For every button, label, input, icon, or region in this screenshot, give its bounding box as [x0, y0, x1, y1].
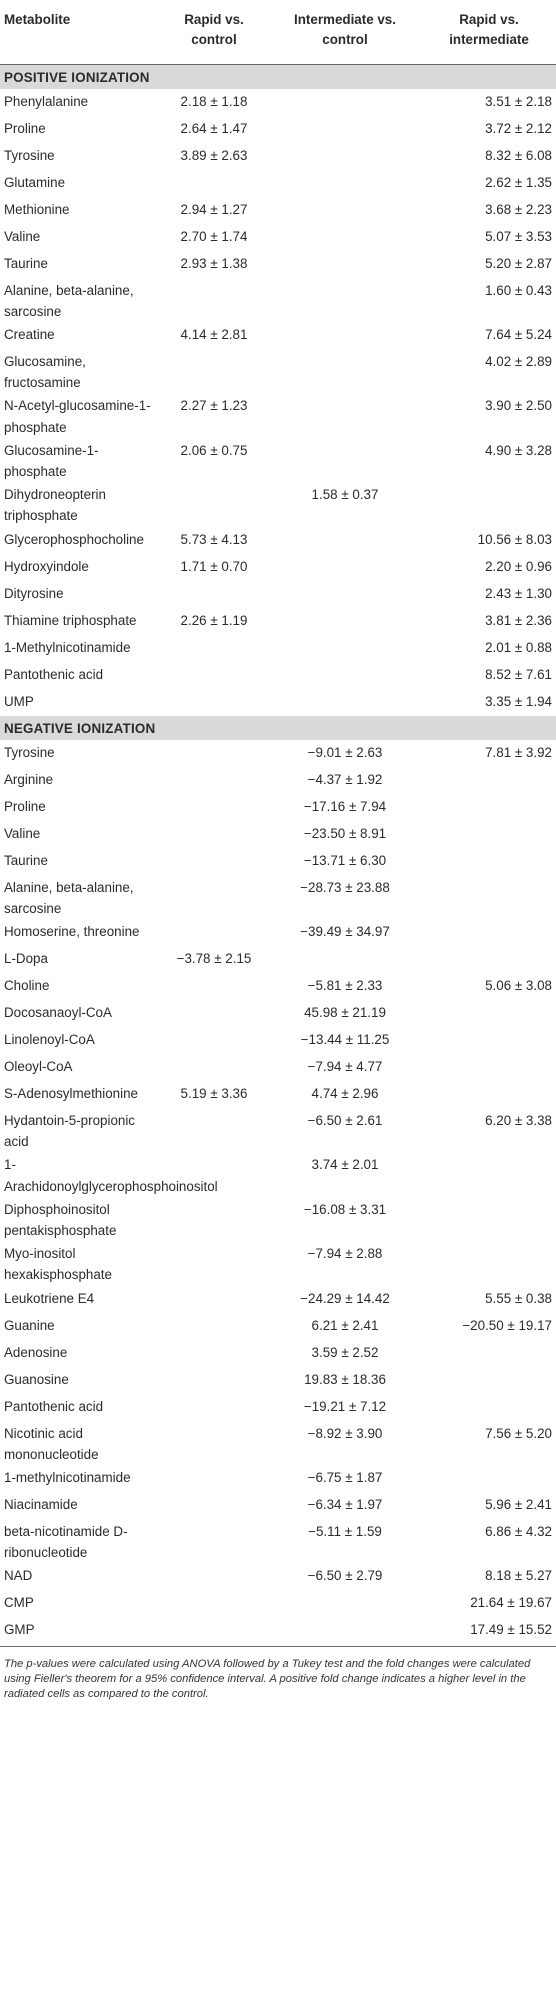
metabolite-name: 1-Arachidonoylglycerophosphoinositol — [4, 1157, 218, 1194]
rapid-vs-control-value: 1.71 ± 0.70 — [180, 558, 248, 574]
rapid-vs-control-value — [160, 973, 268, 1000]
intermediate-vs-control-value — [268, 527, 422, 554]
rapid-vs-control-value — [160, 662, 268, 689]
intermediate-vs-control-value — [268, 349, 422, 393]
rapid-vs-intermediate-value — [422, 1054, 556, 1081]
table-row — [0, 170, 556, 197]
metabolite-name: CMP — [4, 1595, 34, 1611]
table-row — [0, 1367, 556, 1394]
rapid-vs-control-value: 3.89 ± 2.63 — [180, 147, 248, 163]
metabolite-name: NAD — [4, 1568, 33, 1584]
rapid-vs-intermediate-value: 3.90 ± 2.50 — [485, 398, 552, 414]
intermediate-vs-control-value — [268, 224, 422, 251]
metabolite-name: Proline — [4, 120, 46, 136]
table-row — [0, 1465, 556, 1492]
intermediate-vs-control-value — [268, 251, 422, 278]
rapid-vs-control-value — [160, 689, 268, 716]
intermediate-vs-control-value — [268, 89, 422, 116]
metabolite-name: Glucosamine, fructosamine — [4, 353, 86, 391]
metabolite-name: Alanine, beta-alanine, sarcosine — [4, 282, 134, 319]
metabolite-name: Niacinamide — [4, 1496, 78, 1512]
rapid-vs-control-value — [160, 1465, 268, 1492]
table-row — [0, 1241, 556, 1285]
intermediate-vs-control-value — [268, 635, 422, 662]
intermediate-vs-control-value: 1.58 ± 0.37 — [311, 487, 379, 503]
metabolite-name: 1-methylnicotinamide — [4, 1469, 131, 1485]
intermediate-vs-control-value — [268, 438, 422, 482]
intermediate-vs-control-value: −7.94 ± 2.88 — [307, 1246, 383, 1262]
rapid-vs-control-value — [160, 1394, 268, 1421]
table-row — [0, 973, 556, 1000]
table-row — [0, 635, 556, 662]
intermediate-vs-control-value: 4.74 ± 2.96 — [311, 1085, 379, 1101]
metabolite-name: Nicotinic acid mononucleotide — [4, 1425, 99, 1462]
table-row — [0, 197, 556, 224]
intermediate-vs-control-value: −5.81 ± 2.33 — [307, 977, 383, 993]
rapid-vs-intermediate-value — [422, 1241, 556, 1285]
intermediate-vs-control-value — [268, 116, 422, 143]
intermediate-vs-control-value: −39.49 ± 34.97 — [300, 923, 390, 939]
intermediate-vs-control-value — [268, 581, 422, 608]
metabolite-name: Proline — [4, 798, 46, 814]
table-row — [0, 1617, 556, 1644]
rapid-vs-intermediate-value: 21.64 ± 19.67 — [470, 1595, 552, 1611]
rapid-vs-intermediate-value — [422, 794, 556, 821]
intermediate-vs-control-value — [268, 689, 422, 716]
rapid-vs-control-value: 2.64 ± 1.47 — [180, 120, 248, 136]
intermediate-vs-control-value: −9.01 ± 2.63 — [307, 744, 383, 760]
rapid-vs-control-value — [160, 875, 268, 919]
rapid-vs-control-value: 2.70 ± 1.74 — [180, 228, 248, 244]
rapid-vs-control-value — [160, 740, 268, 767]
metabolite-name: Leukotriene E4 — [4, 1290, 95, 1306]
table-row — [0, 1000, 556, 1027]
rapid-vs-intermediate-value: 2.20 ± 0.96 — [485, 558, 552, 574]
rapid-vs-control-value — [160, 581, 268, 608]
table-row — [0, 608, 556, 635]
metabolite-name: Creatine — [4, 326, 55, 342]
rapid-vs-intermediate-value: 3.35 ± 1.94 — [485, 693, 552, 709]
metabolite-name: Linolenoyl-CoA — [4, 1031, 95, 1047]
metabolite-name: Myo-inositol hexakisphosphate — [4, 1246, 112, 1283]
table-row — [0, 1421, 556, 1465]
rapid-vs-control-value: 5.73 ± 4.13 — [180, 531, 248, 547]
rapid-vs-control-value: −3.78 ± 2.15 — [176, 950, 252, 966]
metabolite-name: Dihydroneopterin triphosphate — [4, 487, 106, 524]
rapid-vs-intermediate-value: 6.86 ± 4.32 — [485, 1523, 552, 1539]
metabolite-name: Taurine — [4, 255, 48, 271]
table-row — [0, 438, 556, 482]
table-row — [0, 1519, 556, 1563]
header-rapid-vs-intermediate: Rapid vs. intermediate — [422, 0, 556, 64]
rapid-vs-control-value — [160, 1000, 268, 1027]
metabolite-name: Guanosine — [4, 1371, 69, 1387]
rapid-vs-intermediate-value: 2.43 ± 1.30 — [485, 585, 552, 601]
intermediate-vs-control-value: 3.74 ± 2.01 — [311, 1157, 379, 1173]
table-row — [0, 767, 556, 794]
table-body — [0, 64, 556, 1644]
intermediate-vs-control-value: −6.50 ± 2.61 — [307, 1112, 383, 1128]
rapid-vs-intermediate-value: 6.20 ± 3.38 — [485, 1112, 552, 1128]
table-row — [0, 554, 556, 581]
rapid-vs-intermediate-value: 8.52 ± 7.61 — [485, 666, 552, 682]
rapid-vs-intermediate-value — [422, 1027, 556, 1054]
table-row — [0, 1394, 556, 1421]
rapid-vs-control-value — [160, 278, 268, 322]
metabolite-name: Oleoyl-CoA — [4, 1058, 73, 1074]
intermediate-vs-control-value: −17.16 ± 7.94 — [303, 798, 387, 814]
table-row — [0, 322, 556, 349]
metabolite-name: UMP — [4, 693, 34, 709]
table-row — [0, 1563, 556, 1590]
rapid-vs-control-value — [160, 1563, 268, 1590]
metabolite-name: Glucosamine-1-phosphate — [4, 442, 99, 479]
table-row — [0, 1197, 556, 1241]
rapid-vs-intermediate-value — [422, 1465, 556, 1492]
intermediate-vs-control-value — [268, 554, 422, 581]
rapid-vs-intermediate-value: 17.49 ± 15.52 — [470, 1622, 552, 1638]
metabolite-name: Pantothenic acid — [4, 1398, 104, 1414]
rapid-vs-intermediate-value: 2.62 ± 1.35 — [485, 174, 552, 190]
table-row — [0, 482, 556, 526]
table-row — [0, 1286, 556, 1313]
table-row — [0, 1081, 556, 1108]
intermediate-vs-control-value — [268, 1590, 422, 1617]
header-intermediate-vs-control: Intermediate vs. control — [268, 0, 422, 64]
table-row — [0, 393, 556, 437]
table-row — [0, 1590, 556, 1617]
metabolite-name: Hydroxyindole — [4, 558, 89, 574]
intermediate-vs-control-value — [268, 170, 422, 197]
intermediate-vs-control-value — [268, 197, 422, 224]
intermediate-vs-control-value: −24.29 ± 14.42 — [300, 1290, 390, 1306]
table-row — [0, 278, 556, 322]
rapid-vs-control-value: 2.26 ± 1.19 — [180, 612, 248, 628]
rapid-vs-control-value — [160, 1421, 268, 1465]
rapid-vs-intermediate-value: 5.55 ± 0.38 — [485, 1290, 552, 1306]
rapid-vs-control-value: 2.94 ± 1.27 — [180, 201, 248, 217]
intermediate-vs-control-value — [268, 946, 422, 973]
intermediate-vs-control-value: −4.37 ± 1.92 — [307, 771, 383, 787]
table-row — [0, 143, 556, 170]
metabolite-name: Hydantoin-5-propionic acid — [4, 1112, 136, 1150]
intermediate-vs-control-value: −16.08 ± 3.31 — [303, 1201, 387, 1217]
metabolite-name: GMP — [4, 1622, 35, 1638]
metabolite-name: Diphosphoinositol pentakisphosphate — [4, 1201, 117, 1238]
table-row — [0, 848, 556, 875]
table-row — [0, 1054, 556, 1081]
rapid-vs-intermediate-value: 5.96 ± 2.41 — [485, 1496, 552, 1512]
section-title: POSITIVE IONIZATION — [0, 64, 556, 89]
metabolite-name: Glutamine — [4, 174, 66, 190]
metabolite-name: Valine — [4, 825, 41, 841]
metabolite-name: Guanine — [4, 1317, 55, 1333]
rapid-vs-intermediate-value: 7.64 ± 5.24 — [485, 326, 552, 342]
rapid-vs-control-value — [160, 1241, 268, 1285]
rapid-vs-intermediate-value — [422, 482, 556, 526]
rapid-vs-intermediate-value — [422, 1152, 556, 1196]
table-row — [0, 116, 556, 143]
table-row — [0, 1492, 556, 1519]
intermediate-vs-control-value: −5.11 ± 1.59 — [308, 1523, 382, 1539]
table-row — [0, 89, 556, 116]
section-header-row — [0, 64, 556, 89]
metabolite-name: L-Dopa — [4, 950, 48, 966]
table-header — [0, 0, 556, 64]
metabolite-name: Homoserine, threonine — [4, 923, 140, 939]
metabolite-name: Docosanaoyl-CoA — [4, 1004, 112, 1020]
intermediate-vs-control-value — [268, 608, 422, 635]
table-row — [0, 689, 556, 716]
intermediate-vs-control-value — [268, 662, 422, 689]
rapid-vs-control-value — [160, 1054, 268, 1081]
rapid-vs-control-value — [160, 1197, 268, 1241]
intermediate-vs-control-value: 3.59 ± 2.52 — [311, 1344, 379, 1360]
table-row — [0, 251, 556, 278]
table-row — [0, 662, 556, 689]
rapid-vs-intermediate-value: 5.07 ± 3.53 — [485, 228, 552, 244]
metabolite-name: Thiamine triphosphate — [4, 612, 137, 628]
rapid-vs-control-value — [160, 635, 268, 662]
metabolite-name: Methionine — [4, 201, 70, 217]
rapid-vs-intermediate-value: 4.90 ± 3.28 — [485, 442, 552, 458]
table-row — [0, 946, 556, 973]
table-row — [0, 224, 556, 251]
intermediate-vs-control-value: −6.75 ± 1.87 — [307, 1469, 383, 1485]
rapid-vs-control-value — [160, 1027, 268, 1054]
rapid-vs-control-value — [160, 1367, 268, 1394]
rapid-vs-control-value — [160, 1313, 268, 1340]
rapid-vs-intermediate-value: 4.02 ± 2.89 — [485, 353, 552, 369]
rapid-vs-intermediate-value: 2.01 ± 0.88 — [485, 639, 552, 655]
intermediate-vs-control-value — [268, 1617, 422, 1644]
rapid-vs-intermediate-value — [422, 767, 556, 794]
rapid-vs-control-value: 5.19 ± 3.36 — [180, 1085, 248, 1101]
intermediate-vs-control-value: 45.98 ± 21.19 — [304, 1004, 386, 1020]
rapid-vs-control-value — [160, 482, 268, 526]
intermediate-vs-control-value — [268, 393, 422, 437]
rapid-vs-intermediate-value: 3.51 ± 2.18 — [485, 93, 552, 109]
table-row — [0, 527, 556, 554]
rapid-vs-intermediate-value: −20.50 ± 19.17 — [462, 1317, 552, 1333]
rapid-vs-intermediate-value — [422, 848, 556, 875]
table-row — [0, 1108, 556, 1152]
intermediate-vs-control-value: −28.73 ± 23.88 — [300, 879, 390, 895]
metabolite-name: Phenylalanine — [4, 93, 89, 109]
rapid-vs-intermediate-value — [422, 1340, 556, 1367]
header-row — [0, 0, 556, 64]
rapid-vs-intermediate-value: 1.60 ± 0.43 — [485, 282, 552, 298]
intermediate-vs-control-value: −13.71 ± 6.30 — [303, 852, 387, 868]
rapid-vs-control-value — [160, 1286, 268, 1313]
rapid-vs-intermediate-value — [422, 1000, 556, 1027]
rapid-vs-control-value — [160, 919, 268, 946]
header-metabolite: Metabolite — [0, 0, 160, 64]
intermediate-vs-control-value: −6.50 ± 2.79 — [307, 1568, 383, 1584]
rapid-vs-control-value: 2.27 ± 1.23 — [180, 398, 248, 414]
rapid-vs-intermediate-value — [422, 1394, 556, 1421]
table-row — [0, 875, 556, 919]
rapid-vs-intermediate-value: 3.72 ± 2.12 — [485, 120, 552, 136]
rapid-vs-intermediate-value: 5.06 ± 3.08 — [485, 977, 552, 993]
metabolite-name: N-Acetyl-glucosamine-1-phosphate — [4, 398, 151, 435]
intermediate-vs-control-value: −19.21 ± 7.12 — [303, 1398, 387, 1414]
rapid-vs-control-value — [160, 349, 268, 393]
intermediate-vs-control-value — [268, 278, 422, 322]
rapid-vs-control-value — [160, 1340, 268, 1367]
metabolite-name: S-Adenosylmethionine — [4, 1085, 138, 1101]
table-row — [0, 1340, 556, 1367]
table-row — [0, 349, 556, 393]
rapid-vs-control-value — [160, 767, 268, 794]
metabolite-name: Pantothenic acid — [4, 666, 104, 682]
rapid-vs-intermediate-value: 10.56 ± 8.03 — [477, 531, 552, 547]
rapid-vs-intermediate-value — [422, 919, 556, 946]
section-header-row — [0, 716, 556, 740]
rapid-vs-intermediate-value — [422, 946, 556, 973]
intermediate-vs-control-value — [268, 322, 422, 349]
metabolite-name: Choline — [4, 977, 50, 993]
table-row — [0, 919, 556, 946]
table-row — [0, 1152, 556, 1196]
metabolite-name: beta-nicotinamide D-ribonucleotide — [4, 1523, 128, 1561]
intermediate-vs-control-value: −23.50 ± 8.91 — [303, 825, 387, 841]
rapid-vs-intermediate-value — [422, 1197, 556, 1241]
rapid-vs-control-value — [160, 794, 268, 821]
metabolite-name: Tyrosine — [4, 147, 55, 163]
intermediate-vs-control-value: −7.94 ± 4.77 — [307, 1058, 383, 1074]
table-row — [0, 1313, 556, 1340]
table-row — [0, 821, 556, 848]
header-rapid-vs-control: Rapid vs. control — [160, 0, 268, 64]
metabolite-name: Tyrosine — [4, 744, 55, 760]
rapid-vs-control-value: 2.06 ± 0.75 — [180, 442, 248, 458]
table-row — [0, 740, 556, 767]
metabolite-name: Valine — [4, 228, 41, 244]
intermediate-vs-control-value: −8.92 ± 3.90 — [307, 1425, 383, 1441]
metabolite-name: Alanine, beta-alanine, sarcosine — [4, 879, 134, 916]
rapid-vs-control-value: 4.14 ± 2.81 — [180, 326, 248, 342]
intermediate-vs-control-value — [268, 143, 422, 170]
rapid-vs-intermediate-value — [422, 1367, 556, 1394]
rapid-vs-intermediate-value: 3.68 ± 2.23 — [485, 201, 552, 217]
intermediate-vs-control-value: −13.44 ± 11.25 — [300, 1031, 390, 1047]
rapid-vs-control-value — [160, 821, 268, 848]
intermediate-vs-control-value: −6.34 ± 1.97 — [307, 1496, 383, 1512]
rapid-vs-control-value: 2.93 ± 1.38 — [180, 255, 248, 271]
rapid-vs-intermediate-value: 5.20 ± 2.87 — [485, 255, 552, 271]
rapid-vs-intermediate-value — [422, 821, 556, 848]
metabolite-name: Taurine — [4, 852, 48, 868]
rapid-vs-control-value — [160, 1590, 268, 1617]
metabolite-name: Arginine — [4, 771, 54, 787]
rapid-vs-intermediate-value: 7.81 ± 3.92 — [485, 744, 552, 760]
table-row — [0, 794, 556, 821]
intermediate-vs-control-value: 6.21 ± 2.41 — [311, 1317, 379, 1333]
table-row — [0, 581, 556, 608]
rapid-vs-control-value — [160, 1617, 268, 1644]
metabolite-name: Dityrosine — [4, 585, 64, 601]
rapid-vs-intermediate-value: 3.81 ± 2.36 — [485, 612, 552, 628]
rapid-vs-intermediate-value: 8.18 ± 5.27 — [485, 1568, 552, 1584]
table-row — [0, 1027, 556, 1054]
rapid-vs-control-value — [160, 1492, 268, 1519]
rapid-vs-control-value: 2.18 ± 1.18 — [180, 93, 248, 109]
rapid-vs-control-value — [160, 1519, 268, 1563]
rapid-vs-intermediate-value: 8.32 ± 6.08 — [485, 147, 552, 163]
rapid-vs-intermediate-value: 7.56 ± 5.20 — [485, 1425, 552, 1441]
section-title: NEGATIVE IONIZATION — [0, 716, 556, 740]
rapid-vs-control-value — [160, 170, 268, 197]
metabolite-name: Glycerophosphocholine — [4, 531, 144, 547]
rapid-vs-control-value — [160, 848, 268, 875]
table-footnote: The p-values were calculated using ANOVA followed by a Tukey test and the fold changes were calculated using Fieller's theorem for a 95% confidence interval. A positive fold change indicates a higher level in the radiated cells as compared to the control. — [0, 1646, 556, 1702]
rapid-vs-intermediate-value — [422, 1081, 556, 1108]
intermediate-vs-control-value: 19.83 ± 18.36 — [304, 1371, 386, 1387]
metabolite-name: 1-Methylnicotinamide — [4, 639, 131, 655]
rapid-vs-control-value — [160, 1108, 268, 1152]
metabolite-name: Adenosine — [4, 1344, 68, 1360]
rapid-vs-intermediate-value — [422, 875, 556, 919]
